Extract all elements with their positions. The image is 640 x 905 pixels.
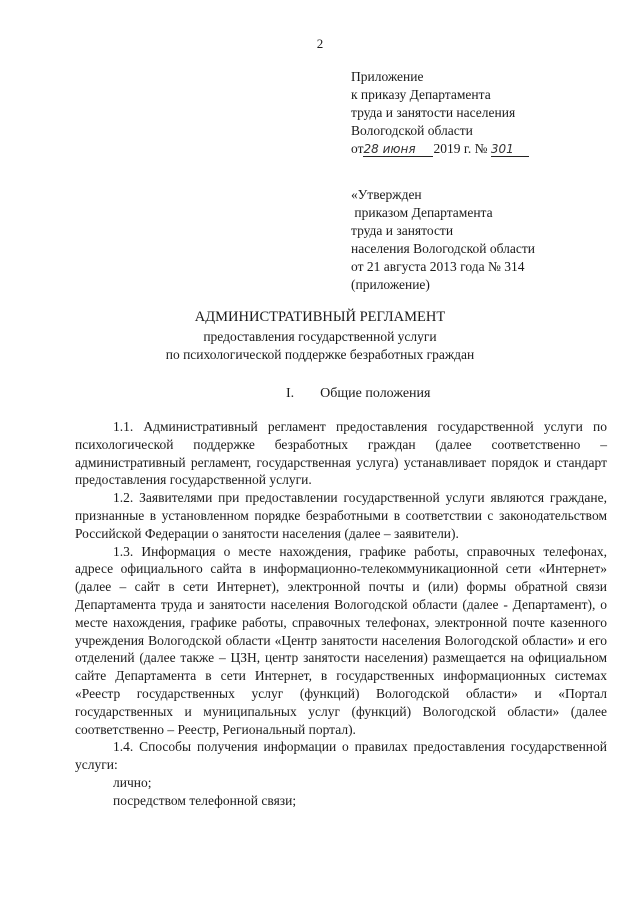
list-item: лично; [113, 774, 152, 790]
appendix-line: труда и занятости населения [351, 105, 516, 120]
approval-line: от 21 августа 2013 года № 314 [351, 259, 525, 274]
paragraph: 1.4. Способы получения информации о правилах предоставления государственной услуги: [75, 739, 607, 773]
approval-line: труда и занятости [351, 223, 454, 238]
approval-line: «Утвержден [351, 187, 422, 202]
page-number: 2 [316, 36, 324, 51]
appendix-line: к приказу Департамента [351, 87, 491, 102]
approval-line: (приложение) [351, 277, 430, 292]
order-line [351, 140, 529, 158]
document-body [75, 418, 607, 810]
document-subtitle: по психологической поддержке безработных граждан [165, 347, 475, 362]
handwritten-date: 28 июня [363, 142, 433, 157]
handwritten-number: 301 [491, 142, 529, 157]
list-item: посредством телефонной связи; [113, 792, 297, 808]
order-prefix: от [351, 141, 364, 156]
section-heading [286, 386, 430, 402]
document-title: АДМИНИСТРАТИВНЫЙ РЕГЛАМЕНТ [194, 309, 446, 325]
approval-line: населения Вологодской области [351, 241, 535, 256]
order-year: 2019 г. № [433, 141, 488, 156]
paragraph: 1.3. Информация о месте нахождения, графике работы, справочных телефонах, адресе официального сайта в информационно-телекоммуникационной сети «Интернет» (далее – сайт в сети Интернет), электронной почты и (или) формы обратной связи Департамента труда и занятости населения Вологодской области (далее - Департамент), о месте нахождения, графике работы, справочных телефонах, электронной почте казенного учреждения Вологодской области «Центр занятости населения Вологодской области» и его отделений (далее также – ЦЗН, центр занятости населения) размещается на официальном сайте Департамента в сети Интернет, в государственных информационных системах «Реестр государственных услуг (функций) Вологодской области» и «Портал государственных и муниципальных услуг (функций) Вологодской области» (далее соответственно – Реестр, Региональный портал). [75, 543, 607, 737]
section-number: I. [286, 386, 295, 401]
paragraph: 1.2. Заявителями при предоставлении государственной услуги являются граждане, признанные в установленном порядке безработными в соответствии с законодательством Российской Федерации о занятости населения (далее – заявители). [75, 490, 607, 541]
section-name: Общие положения [320, 386, 431, 401]
appendix-line: Вологодской области [351, 123, 473, 138]
appendix-line: Приложение [351, 69, 424, 84]
appendix-block [351, 68, 529, 158]
document-subtitle: предоставления государственной услуги [203, 329, 437, 344]
approval-block [351, 186, 535, 294]
approval-line: приказом Департамента [351, 205, 493, 220]
paragraph: 1.1. Административный регламент предоставления государственной услуги по психологической поддержке безработных граждан (далее соответственно – административный регламент, государственная услуга) устанавливает порядок и стандарт предоставления государственной услуги. [75, 419, 607, 488]
